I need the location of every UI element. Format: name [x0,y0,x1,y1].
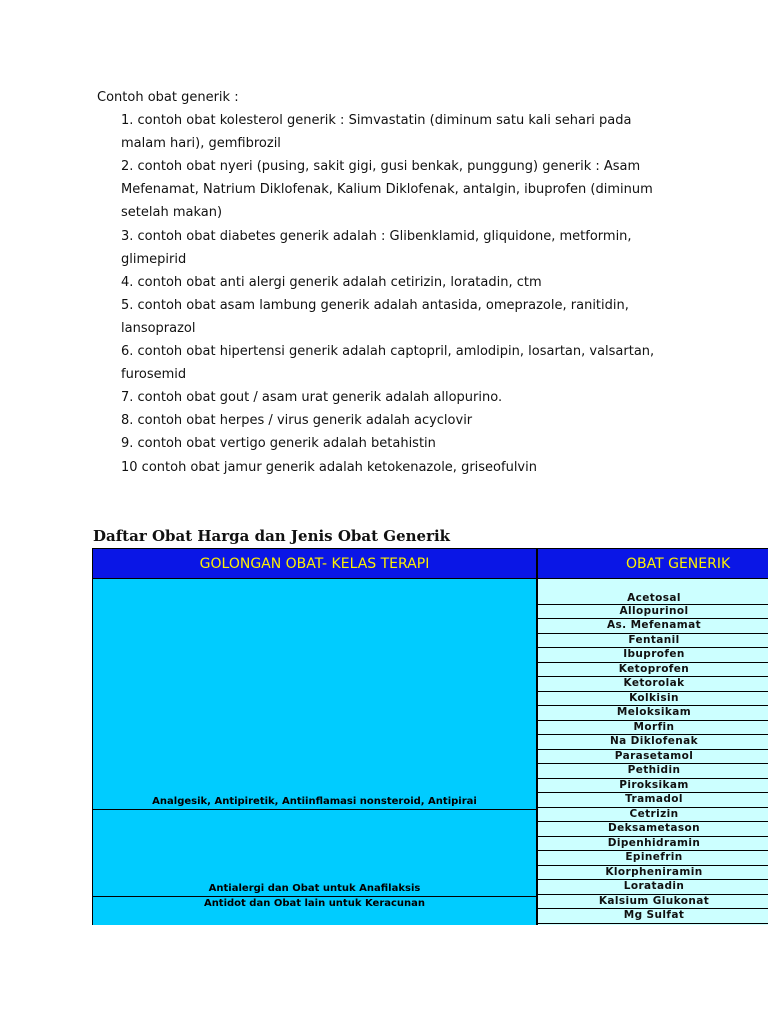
drug-cell: Epinefrin [538,851,768,866]
intro-line: setelah makan) [121,205,223,221]
group-cell-antidot: Antidot dan Obat lain untuk Keracunan [93,897,536,925]
intro-line: 2. contoh obat nyeri (pusing, sakit gigi, gusi benkak, punggung) generik : Asam [121,159,641,175]
drug-cell: Ibuprofen [538,648,768,663]
intro-section [97,86,654,479]
drug-cell: Morfin [538,721,768,736]
intro-line: malam hari), gemfibrozil [121,136,281,152]
drug-cell: Klorpheniramin [538,866,768,881]
drug-list [538,579,768,925]
drug-cell: Deksametason [538,822,768,837]
drug-cell: As. Mefenamat [538,619,768,634]
drug-cell: Fentanil [538,634,768,649]
intro-line: 1. contoh obat kolesterol generik : Simvastatin (diminum satu kali sehari pada [121,113,632,129]
intro-line: 5. contoh obat asam lambung generik adalah antasida, omeprazole, ranitidin, [121,297,629,313]
drug-cell: Mg Sulfat [538,909,768,924]
drug-cell: Ketorolak [538,677,768,692]
drug-cell: Loratadin [538,880,768,895]
drug-cell: Ketoprofen [538,663,768,678]
drug-cell: Pethidin [538,764,768,779]
drug-cell: Acetosal [538,579,768,605]
drug-cell: Dipenhidramin [538,837,768,852]
intro-line: 6. contoh obat hipertensi generik adalah captopril, amlodipin, losartan, valsartan, [121,344,655,360]
intro-line: 8. contoh obat herpes / virus generik adalah acyclovir [121,413,473,429]
drug-cell: Meloksikam [538,706,768,721]
drug-cell: Allopurinol [538,605,768,620]
drug-cell: Piroksikam [538,779,768,794]
intro-line: 9. contoh obat vertigo generik adalah betahistin [121,436,436,452]
group-cell-analgesik: Analgesik, Antipiretik, Antiinflamasi nonsteroid, Antipirai [93,579,536,809]
intro-line: 3. contoh obat diabetes generik adalah : Glibenklamid, gliquidone, metformin, [121,228,632,244]
intro-line: lansoprazol [121,320,196,336]
drug-cell: Kalsium Glukonat [538,895,768,910]
header-obat-generik: OBAT GENERIK [538,549,768,578]
drug-cell: Parasetamol [538,750,768,765]
drug-table [92,548,768,925]
drug-cell: Tramadol [538,793,768,808]
intro-line: furosemid [121,367,187,383]
drug-cell: Cetrizin [538,808,768,823]
intro-line: 4. contoh obat anti alergi generik adalah cetirizin, loratadin, ctm [121,274,542,290]
header-golongan: GOLONGAN OBAT- KELAS TERAPI [93,549,536,578]
group-cell-antialergi: Antialergi dan Obat untuk Anafilaksis [93,810,536,896]
intro-heading: Contoh obat generik : [97,90,239,105]
intro-line: 10 contoh obat jamur generik adalah ketokenazole, griseofulvin [121,459,537,475]
intro-line: 7. contoh obat gout / asam urat generik adalah allopurino. [121,390,503,406]
intro-line: glimepirid [121,251,187,267]
table-title: Daftar Obat Harga dan Jenis Obat Generik [93,527,451,545]
drug-cell: Na Diklofenak [538,735,768,750]
intro-line: Mefenamat, Natrium Diklofenak, Kalium Diklofenak, antalgin, ibuprofen (diminum [121,182,653,198]
drug-cell: Kolkisin [538,692,768,707]
